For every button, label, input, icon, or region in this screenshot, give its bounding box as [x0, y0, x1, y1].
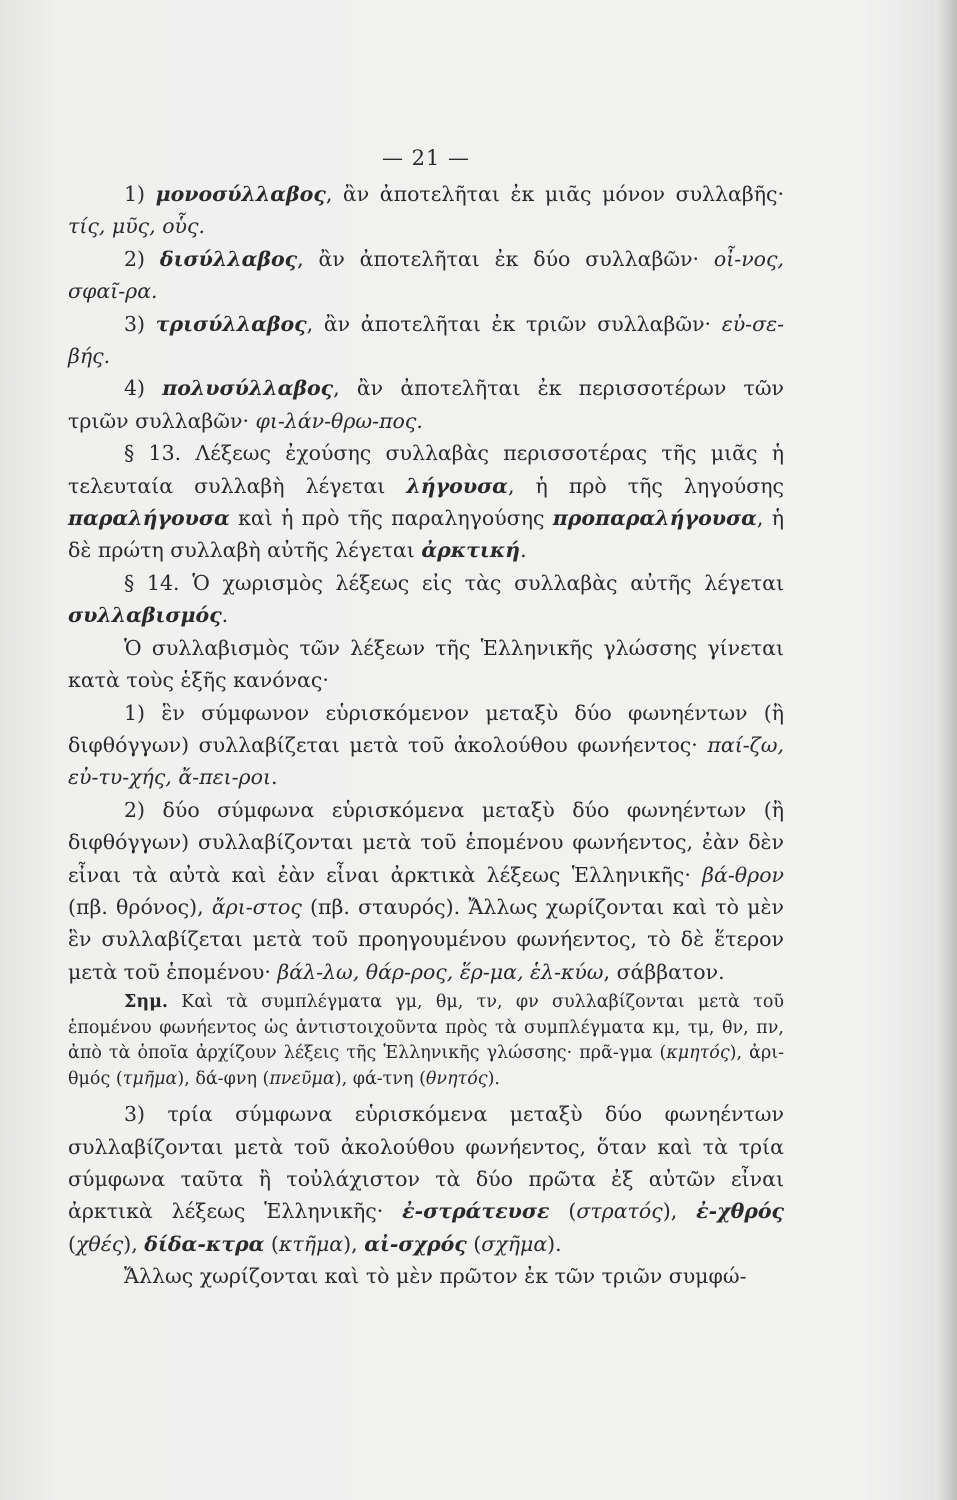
- paragraph-rule-3: 3) τρισύλλαβος, ἂν ἀποτελῆται ἐκ τριῶν συλλαβῶν· εὐ-σε-βής.: [68, 311, 784, 369]
- section-14: § 14. Ὁ χωρισμὸς λέξεως εἰς τὰς συλλαβὰς αὐτῆς λέγεται συλλαβισμός.: [68, 570, 784, 628]
- note-paragraph: Σημ. Καὶ τὰ συμπλέγματα γμ, θμ, τν, φν συλλαβίζονται μετὰ τοῦ ἑπομένου φωνήεντος ὡς ἀντιστοιχοῦντα πρὸς τὰ συμπλέγματα κμ, τμ, θν, πν, ἀπὸ τὰ ὁποῖα ἀρχίζουν λέξεις τῆς Ἑλληνικῆς γλώσσης· πρᾶ-γμα (κμητός), ἀρι-θμός (τμῆμα), δά-φνη (πνεῦμα), φά-τνη (θνητός).: [68, 992, 785, 1089]
- section-13: § 13. Λέξεως ἐχούσης συλλαβὰς περισσοτέρας τῆς μιᾶς ἡ τελευταία συλλαβὴ λέγεται λήγουσα, ἡ πρὸ τῆς ληγούσης παραλήγουσα καὶ ἡ πρὸ τῆς παραληγούσης προπαραλήγουσα, ἡ δὲ πρώτη συλλαβὴ αὐτῆς λέγεται ἀρκτική.: [68, 441, 784, 563]
- paragraph-rule-1: 1) μονοσύλλαβος, ἂν ἀποτελῆται ἐκ μιᾶς μόνον συλλαβῆς· τίς, μῦς, οὗς.: [68, 182, 784, 239]
- note-label: Σημ.: [124, 992, 168, 1013]
- paragraph-rule-4: 4) πολυσύλλαβος, ἂν ἀποτελῆται ἐκ περισσοτέρων τῶν τριῶν συλλαβῶν· φι-λάν-θρω-πος.: [68, 376, 784, 433]
- page-edge-shadow: [935, 0, 957, 1500]
- page-number: — 21 —: [381, 146, 471, 170]
- syllable-rule-1: 1) ἓν σύμφωνον εὑρισκόμενον μεταξὺ δύο φωνηέντων (ἢ διφθόγγων) συλλαβίζεται μετὰ τοῦ ἀκολούθου φωνήεντος· παί-ζω, εὐ-τυ-χής, ἄ-πει-ροι.: [68, 700, 784, 790]
- paragraph-syllabification-intro: Ὁ συλλαβισμὸς τῶν λέξεων τῆς Ἑλληνικῆς γλώσσης γίνεται κατὰ τοὺς ἑξῆς κανόνας·: [68, 635, 784, 693]
- paragraph-continuation: Ἄλλως χωρίζονται καὶ τὸ μὲν πρῶτον ἐκ τῶν τριῶν συμφώ-: [124, 1264, 747, 1289]
- page-text: [68, 178, 784, 1293]
- paragraph-rule-2: 2) δισύλλαβος, ἂν ἀποτελῆται ἐκ δύο συλλαβῶν· οἶ-νος, σφαῖ-ρα.: [68, 246, 785, 304]
- syllable-rule-2: 2) δύο σύμφωνα εὑρισκόμενα μεταξὺ δύο φωνηέντων (ἢ διφθόγγων) συλλαβίζονται μετὰ τοῦ ἑπομένου φωνήεντος, ἐὰν δὲν εἶναι τὰ αὐτὰ καὶ ἐὰν εἶναι ἀρκτικὰ λέξεως Ἑλληνικῆς· βά-θρον (πβ. θρόνος), ἄρι-στος (πβ. σταυρός). Ἄλλως χωρίζονται καὶ τὸ μὲν ἓν συλλαβίζεται μετὰ τοῦ προηγουμένου φωνήεντος, τὸ δὲ ἕτερον μετὰ τοῦ ἑπομένου· βάλ-λω, θάρ-ρος, ἕρ-μα, ἑλ-κύω, σάββατον.: [68, 797, 784, 984]
- syllable-rule-3: 3) τρία σύμφωνα εὑρισκόμενα μεταξὺ δύο φωνηέντων συλλαβίζονται μετὰ τοῦ ἀκολούθου φωνήεντος, ὅταν καὶ τὰ τρία σύμφωνα ταῦτα ἢ τοὐλάχιστον τὰ δύο πρῶτα ἐξ αὐτῶν εἶναι ἀρκτικὰ λέξεως Ἑλληνικῆς· ἐ-στράτευσε (στρατός), ἐ-χθρός (χθές), δίδα-κτρα (κτῆμα), αἰ-σχρός (σχῆμα).: [68, 1102, 785, 1256]
